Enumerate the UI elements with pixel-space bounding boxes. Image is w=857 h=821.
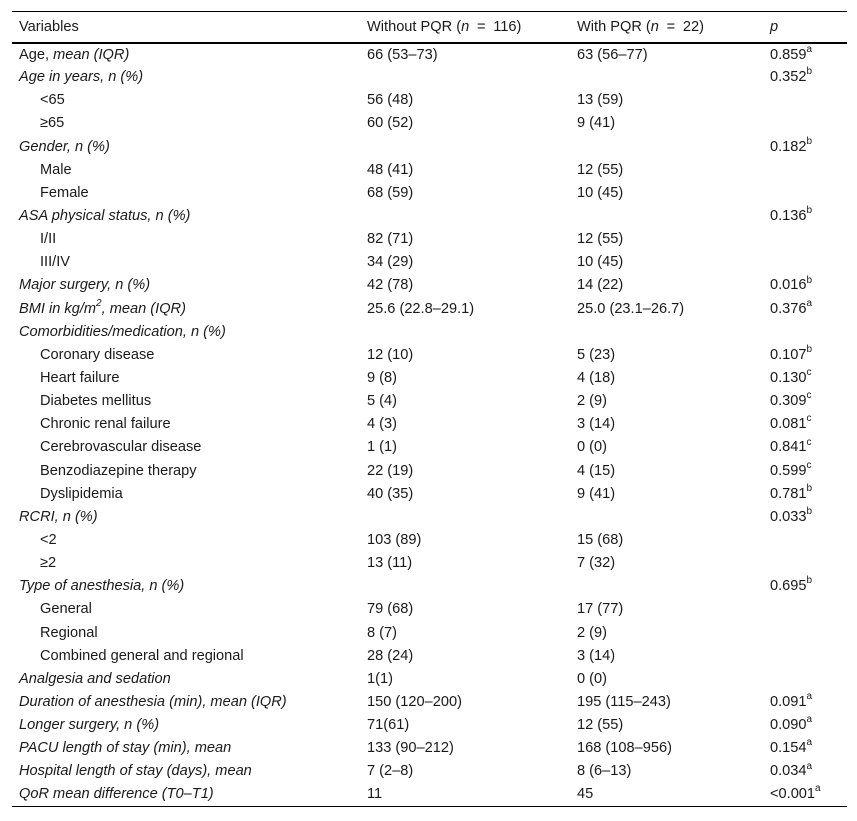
table-row — [12, 482, 847, 505]
p-value-cell — [763, 783, 847, 806]
without-pqr-value: 34 (29) — [367, 254, 414, 271]
p-value-footnote: c — [806, 459, 812, 471]
without-pqr-value: 8 (7) — [367, 624, 398, 641]
without-pqr-value: 12 (10) — [367, 346, 414, 363]
variable-label: <65 — [40, 92, 65, 109]
p-value-cell — [763, 320, 847, 343]
variable-label: Dyslipidemia — [40, 485, 123, 502]
without-pqr-value: 79 (68) — [367, 601, 414, 618]
variable-label: Analgesia and sedation — [19, 670, 171, 687]
with-pqr-value — [570, 320, 763, 343]
p-value-cell — [763, 181, 847, 204]
header-with-prefix: With PQR ( — [577, 18, 651, 35]
table-row — [12, 644, 847, 667]
without-pqr-value: 48 (41) — [367, 161, 414, 178]
p-value-cell — [763, 251, 847, 274]
table-row — [12, 204, 847, 227]
variable-label: Longer surgery, n (%) — [19, 717, 160, 734]
without-pqr-value: 1 (1) — [367, 439, 398, 456]
p-value-cell — [763, 598, 847, 621]
p-value-footnote: b — [806, 482, 813, 494]
variable-label: Gender, n (%) — [19, 138, 110, 155]
p-value-cell — [763, 575, 847, 598]
with-pqr-value: 9 (41) — [577, 115, 616, 132]
with-pqr-value: 12 (55) — [577, 231, 624, 248]
variable-label: III/IV — [40, 254, 71, 271]
without-pqr-value: 22 (19) — [367, 462, 414, 479]
variable-label — [12, 297, 360, 320]
p-value-cell — [763, 714, 847, 737]
p-value-cell — [763, 505, 847, 528]
without-pqr-value: 28 (24) — [367, 647, 414, 664]
without-pqr-value: 13 (11) — [367, 555, 413, 572]
with-pqr-value: 3 (14) — [577, 647, 616, 664]
table-row — [12, 274, 847, 297]
with-pqr-value: 63 (56–77) — [577, 46, 648, 63]
variable-label-italic: mean (IQR) — [53, 46, 130, 63]
variable-label: General — [40, 601, 92, 618]
variable-label: I/II — [40, 231, 57, 248]
table-row — [12, 43, 847, 66]
p-value: 0.034 — [770, 763, 807, 780]
p-value: 0.841 — [770, 439, 807, 456]
table-row — [12, 714, 847, 737]
header-without-value: 116) — [493, 18, 522, 35]
p-value-cell — [763, 112, 847, 135]
p-value-cell — [763, 135, 847, 158]
p-value-footnote: a — [806, 737, 813, 749]
with-pqr-value: 5 (23) — [577, 346, 616, 363]
p-value: 0.376 — [770, 300, 807, 317]
with-pqr-value: 3 (14) — [577, 416, 616, 433]
variable-label: Major surgery, n (%) — [19, 277, 151, 294]
without-pqr-value: 4 (3) — [367, 416, 398, 433]
p-value-cell — [763, 459, 847, 482]
header-variables: Variables — [12, 12, 360, 43]
without-pqr-value: 40 (35) — [367, 485, 414, 502]
table-body — [12, 43, 847, 807]
table-row — [12, 112, 847, 135]
without-pqr-value: 1(1) — [367, 670, 393, 687]
p-value: 0.016 — [770, 277, 807, 294]
p-value-cell — [763, 89, 847, 112]
variable-label: <2 — [40, 532, 57, 549]
without-pqr-value: 103 (89) — [367, 532, 422, 549]
header-without-prefix: Without PQR ( — [367, 18, 462, 35]
table-row — [12, 667, 847, 690]
table-row — [12, 366, 847, 389]
without-pqr-value — [360, 320, 570, 343]
variable-label: ASA physical status, n (%) — [19, 208, 191, 225]
p-value-footnote: a — [806, 714, 813, 726]
without-pqr-value: 82 (71) — [367, 231, 414, 248]
header-without-n: n — [461, 18, 470, 35]
with-pqr-value: 195 (115–243) — [577, 694, 671, 710]
p-value: 0.136 — [770, 208, 807, 225]
p-value-cell — [763, 343, 847, 366]
p-value-cell — [763, 228, 847, 251]
variable-label: Cerebrovascular disease — [40, 439, 202, 456]
without-pqr-value — [360, 204, 570, 227]
without-pqr-value: 150 (120–200) — [367, 694, 462, 710]
with-pqr-value: 168 (108–956) — [577, 740, 672, 757]
variable-label: Female — [40, 184, 89, 201]
variable-label: Coronary disease — [40, 346, 155, 363]
p-value-footnote: c — [806, 390, 812, 402]
with-pqr-value — [570, 204, 763, 227]
p-value-cell — [763, 66, 847, 89]
with-pqr-value: 4 (15) — [577, 462, 616, 479]
without-pqr-value — [360, 575, 570, 598]
table-row — [12, 598, 847, 621]
p-value-footnote: c — [806, 413, 812, 425]
variable-label: Hospital length of stay (days), mean — [19, 763, 252, 780]
p-value-cell — [763, 760, 847, 783]
variable-label: PACU length of stay (min), mean — [19, 740, 232, 757]
with-pqr-value — [570, 66, 763, 89]
p-value-footnote: b — [806, 205, 813, 217]
p-value-footnote: b — [806, 344, 813, 356]
variable-label: Diabetes mellitus — [40, 393, 152, 410]
p-value-footnote: a — [806, 297, 813, 309]
p-value-cell — [763, 528, 847, 551]
table-row — [12, 575, 847, 598]
p-value-footnote: b — [806, 135, 813, 147]
variable-label: Age in years, n (%) — [19, 69, 144, 86]
header-with-eq: = — [666, 18, 676, 35]
variable-label — [12, 43, 360, 66]
with-pqr-value: 10 (45) — [577, 184, 624, 201]
table-row — [12, 390, 847, 413]
p-value-cell — [763, 158, 847, 181]
p-value-cell — [763, 413, 847, 436]
p-value-cell — [763, 482, 847, 505]
header-with-n: n — [650, 18, 659, 35]
p-value: 0.081 — [770, 416, 807, 433]
p-value-cell — [763, 644, 847, 667]
p-value-footnote: b — [806, 575, 813, 587]
variable-label: QoR mean difference (T0–T1) — [12, 783, 360, 806]
variable-label: Combined general and regional — [40, 647, 244, 664]
with-pqr-value: 0 (0) — [577, 670, 608, 687]
p-value: 0.107 — [770, 346, 807, 363]
p-value-cell — [763, 667, 847, 690]
table-row — [12, 621, 847, 644]
variable-label: Heart failure — [40, 370, 120, 387]
without-pqr-value — [360, 66, 570, 89]
without-pqr-value: 5 (4) — [367, 393, 398, 410]
without-pqr-value: 11 — [360, 783, 570, 806]
p-value: 0.182 — [770, 138, 807, 155]
table-row — [12, 66, 847, 89]
p-value-footnote: a — [806, 43, 813, 55]
p-value-footnote: a — [806, 691, 813, 703]
variable-label: Regional — [40, 624, 98, 641]
variable-label: Male — [40, 161, 72, 178]
header-without-eq: = — [476, 18, 486, 35]
p-value: 0.154 — [770, 740, 807, 757]
table-row — [12, 505, 847, 528]
p-value: 0.091 — [770, 694, 807, 710]
table-row — [12, 158, 847, 181]
header-without-pqr — [360, 12, 570, 43]
variable-label: ≥65 — [40, 115, 65, 132]
with-pqr-value — [570, 575, 763, 598]
without-pqr-value: 7 (2–8) — [367, 763, 414, 780]
with-pqr-value: 12 (55) — [577, 161, 624, 178]
table-row — [12, 413, 847, 436]
table-header-row — [12, 12, 847, 43]
p-value-footnote: a — [806, 760, 813, 772]
with-pqr-value: 15 (68) — [577, 532, 624, 549]
variable-label: Chronic renal failure — [40, 416, 171, 433]
table-row — [12, 436, 847, 459]
variable-label: RCRI, n (%) — [19, 508, 98, 525]
p-value: 0.309 — [770, 393, 807, 410]
table-row — [12, 737, 847, 760]
p-value: 0.130 — [770, 370, 807, 387]
table-row — [12, 459, 847, 482]
p-value: 0.695 — [770, 578, 807, 595]
p-value-cell — [763, 297, 847, 320]
with-pqr-value: 12 (55) — [577, 717, 624, 734]
without-pqr-value: 25.6 (22.8–29.1) — [367, 300, 475, 317]
p-value-footnote: a — [815, 783, 821, 795]
table-row — [12, 89, 847, 112]
without-pqr-value: 56 (48) — [367, 92, 414, 109]
with-pqr-value: 2 (9) — [577, 624, 608, 641]
with-pqr-value — [570, 505, 763, 528]
p-value: 0.033 — [770, 508, 807, 525]
p-value-footnote: b — [806, 506, 813, 518]
without-pqr-value — [360, 135, 570, 158]
table-row — [12, 343, 847, 366]
with-pqr-value: 45 — [570, 783, 763, 806]
with-pqr-value: 25.0 (23.1–26.7) — [577, 300, 685, 317]
p-value: 0.859 — [770, 46, 807, 63]
p-value-footnote: b — [806, 66, 813, 78]
variable-label-superscript: 2 — [96, 297, 102, 309]
without-pqr-value: 60 (52) — [367, 115, 414, 132]
variable-label-tail: , mean (IQR) — [101, 300, 186, 317]
variable-label: Comorbidities/medication, n (%) — [19, 323, 226, 340]
p-value-cell — [763, 552, 847, 575]
table-row — [12, 552, 847, 575]
without-pqr-value: 71(61) — [367, 717, 410, 734]
table-row — [12, 251, 847, 274]
table-row — [12, 228, 847, 251]
p-value-footnote: c — [806, 436, 812, 448]
variable-label-text: Age, — [19, 46, 54, 63]
without-pqr-value: 133 (90–212) — [367, 740, 454, 757]
without-pqr-value: 68 (59) — [367, 184, 414, 201]
p-value-cell — [763, 436, 847, 459]
header-with-pqr — [570, 12, 763, 43]
table-row — [12, 528, 847, 551]
without-pqr-value: 9 (8) — [367, 370, 398, 387]
p-value-cell — [763, 43, 847, 66]
without-pqr-value: 66 (53–73) — [367, 46, 438, 63]
variable-label: Duration of anesthesia (min), mean (IQR) — [19, 694, 287, 710]
characteristics-table — [12, 11, 847, 807]
table-row — [12, 320, 847, 343]
with-pqr-value: 4 (18) — [577, 370, 616, 387]
variable-label: Type of anesthesia, n (%) — [19, 578, 185, 595]
table-row — [12, 297, 847, 320]
p-value-cell — [763, 690, 847, 713]
p-value: 0.090 — [770, 717, 807, 734]
with-pqr-value: 9 (41) — [577, 485, 616, 502]
p-value: 0.352 — [770, 69, 807, 86]
p-value: 0.781 — [770, 485, 807, 502]
variable-label-text: BMI in kg/m — [19, 300, 97, 317]
p-value-cell — [763, 390, 847, 413]
table-row — [12, 690, 847, 713]
table-row — [12, 783, 847, 806]
variable-label: ≥2 — [40, 555, 57, 572]
header-p-value: p — [763, 12, 847, 43]
p-value: 0.599 — [770, 462, 807, 479]
without-pqr-value — [360, 505, 570, 528]
variable-label: Benzodiazepine therapy — [40, 462, 197, 479]
p-value: <0.001 — [770, 786, 816, 803]
without-pqr-value: 42 (78) — [367, 277, 414, 294]
with-pqr-value: 0 (0) — [577, 439, 608, 456]
table-row — [12, 760, 847, 783]
with-pqr-value — [570, 135, 763, 158]
p-value-cell — [763, 204, 847, 227]
table-row — [12, 181, 847, 204]
with-pqr-value: 13 (59) — [577, 92, 624, 109]
p-value-cell — [763, 737, 847, 760]
p-value-cell — [763, 366, 847, 389]
with-pqr-value: 2 (9) — [577, 393, 608, 410]
p-value-footnote: c — [806, 367, 812, 379]
with-pqr-value: 14 (22) — [577, 277, 624, 294]
p-value-footnote: b — [806, 274, 813, 286]
p-value-cell — [763, 621, 847, 644]
p-value-cell — [763, 274, 847, 297]
with-pqr-value: 8 (6–13) — [577, 763, 632, 780]
with-pqr-value: 7 (32) — [577, 555, 616, 572]
with-pqr-value: 10 (45) — [577, 254, 624, 271]
table-row — [12, 135, 847, 158]
with-pqr-value: 17 (77) — [577, 601, 624, 618]
header-with-value: 22) — [682, 18, 704, 35]
